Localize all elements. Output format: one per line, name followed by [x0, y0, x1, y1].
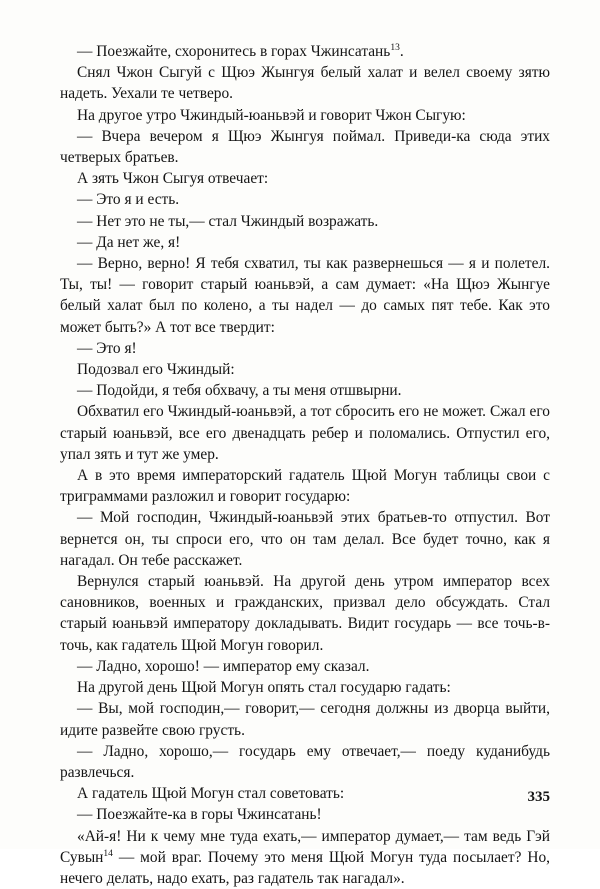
paragraph: «Ай-я! Ни к чему мне туда ехать,— император думает,— там ведь Гэй Сувын$^{14}$ — мой враг. Почему это меня Щюй Могун туда посылает? Но, нечего делать, надо ехать, раз гадатель так нагадал».	[60, 827, 550, 887]
page-text	[60, 41, 550, 889]
paragraph: А зять Чжон Сыгуя отвечает:	[77, 170, 269, 188]
footnote-ref: 14	[103, 848, 113, 859]
paragraph: Подозвал его Чжиндый:	[77, 361, 235, 379]
paragraph: — Нет это не ты,— стал Чжиндый возражать.	[77, 212, 379, 230]
paragraph: — Вы, мой господин,— говорит,— сегодня должны из дворца выйти, идите развейте свою грусть.	[60, 700, 550, 739]
paragraph: — Ладно, хорошо,— государь ему отвечает,— поеду куданибудь развлечься.	[60, 742, 550, 781]
paragraph: А в это время императорский гадатель Щюй Могун таблицы свои с триграммами разложил и говорит государю:	[60, 467, 550, 506]
paragraph: — Поезжайте, схоронитесь в горах Чжинсатань$^{13}$.	[77, 42, 404, 60]
paragraph: — Поезжайте-ка в горы Чжинсатань!	[77, 806, 322, 824]
paragraph: Вернулся старый юаньвэй. На другой день утром император всех сановников, военных и гражданских, призвал дело обсуждать. Стал старый юаньвэй императору докладывать. Видит государь — все точь-в-точь, как гадатель Щюй Могун говорил.	[60, 573, 550, 654]
footnote-ref: 13	[390, 42, 400, 53]
paragraph: — Вчера вечером я Щюэ Жынгуя поймал. Приведи-ка сюда этих четверых братьев.	[60, 127, 550, 167]
paragraph: — Это я!	[77, 339, 137, 357]
paragraph: На другой день Щюй Могун опять стал государю гадать:	[77, 679, 451, 697]
paragraph: — Подойди, я тебя обхвачу, а ты меня отшвырни.	[77, 382, 402, 400]
paragraph: — Мой господин, Чжиндый-юаньвэй этих братьев-то отпустил. Вот вернется он, ты спроси его, что он там делал. Все будет точно, как я нагадал. Он тебе расскажет.	[60, 509, 550, 569]
paragraph: Снял Чжон Сыгуй с Щюэ Жынгуя белый халат и велел своему зятю надеть. Уехали те четверо.	[60, 64, 550, 103]
paragraph: — Да нет же, я!	[77, 233, 181, 251]
paragraph: А гадатель Щюй Могун стал советовать:	[77, 785, 345, 803]
paragraph: — Ладно, хорошо! — император ему сказал.	[77, 657, 370, 675]
paragraph: Обхватил его Чжиндый-юаньвэй, а тот сбросить его не может. Сжал его старый юаньвэй, все его двенадцать ребер и поломались. Отпустил его, упал зять и тут же умер.	[60, 403, 550, 463]
paragraph: На другое утро Чжиндый-юаньвэй и говорит Чжон Сыгую:	[77, 106, 466, 124]
paragraph: — Верно, верно! Я тебя схватил, ты как развернешься — я и полетел. Ты, ты! — говорит старый юаньвэй, а сам думает: «На Щюэ Жынгуе белый халат был по колено, а ты надел — до самых пят тебе. Как это может быть?» А тот все твердит:	[60, 255, 550, 336]
page-number: 335	[527, 789, 550, 805]
paragraph: — Это я и есть.	[77, 191, 180, 209]
